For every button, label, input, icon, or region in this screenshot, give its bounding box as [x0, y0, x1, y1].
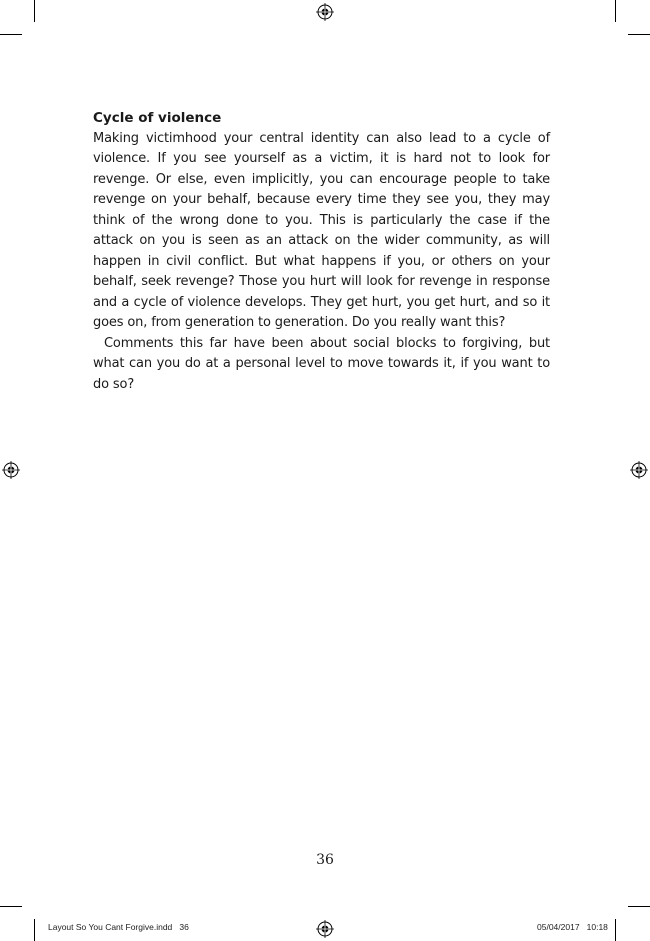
body-paragraph: Making victimhood your central identity can also lead to a cycle of violence. If you see yourself as a victim, it is hard not to look for revenge. Or else, even implicitly, you can encourage people to take revenge on your behalf, because every time they see you, they may think of the wrong done to you. This is particularly the case if the attack on you is seen as an attack on the wider community, as will happen in civil conflict. But what happens if you, or others on your behalf, seek revenge? Those you hurt will look for revenge in response and a cycle of violence develops. They get hurt, you get hurt, and so it goes on, from generation to generation. Do you really want this? — [93, 130, 550, 330]
page-number: 36 — [316, 852, 334, 868]
section-heading: Cycle of violence — [93, 110, 222, 126]
registration-mark-left-icon — [2, 461, 20, 479]
body-paragraph: Comments this far have been about social blocks to forgiving, but what can you do at a personal level to move towards it, if you want to do so? — [93, 335, 550, 392]
crop-mark-top-left — [34, 0, 35, 22]
registration-mark-right-icon — [630, 461, 648, 479]
page-content — [93, 108, 550, 395]
slug-date-time: 05/04/2017 10:18 — [537, 922, 608, 932]
slug-file-info: Layout So You Cant Forgive.indd 36 — [48, 922, 189, 932]
registration-mark-bottom-icon — [316, 920, 334, 938]
crop-mark-top-right — [615, 0, 616, 22]
crop-mark-bottom-right-h — [628, 906, 650, 907]
crop-mark-bottom-left — [34, 919, 35, 941]
crop-mark-top-right-h — [628, 34, 650, 35]
crop-mark-bottom-left-h — [0, 906, 22, 907]
crop-mark-bottom-right — [615, 919, 616, 941]
registration-mark-top-icon — [316, 3, 334, 21]
crop-mark-top-left-h — [0, 34, 22, 35]
